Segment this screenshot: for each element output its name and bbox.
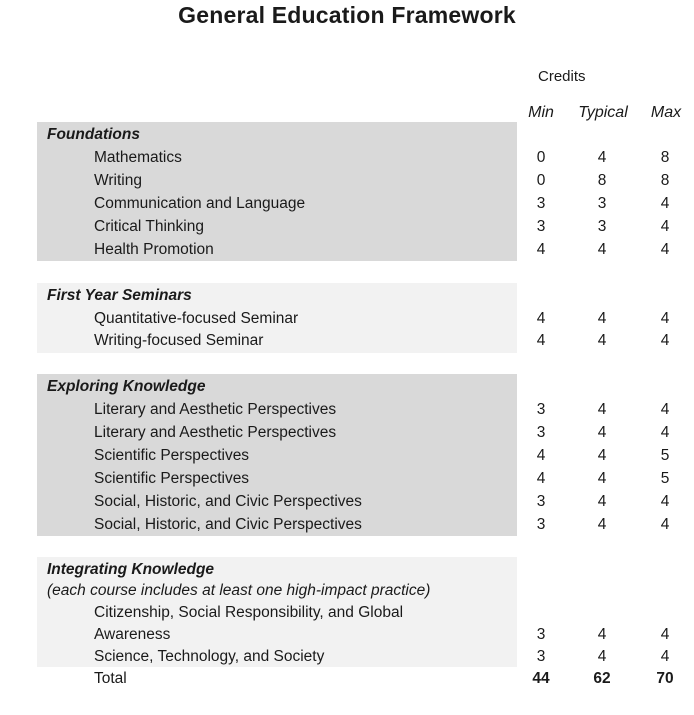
cell-min: 4 — [536, 332, 546, 349]
row-label: Social, Historic, and Civic Perspectives — [94, 493, 362, 510]
cell-min: 4 — [536, 447, 546, 464]
row-label: Critical Thinking — [94, 218, 204, 235]
row-label: Health Promotion — [94, 241, 214, 258]
total-max: 70 — [656, 670, 674, 687]
cell-min: 3 — [536, 218, 546, 235]
cell-min: 3 — [536, 401, 546, 418]
row-label: Literary and Aesthetic Perspectives — [94, 424, 337, 441]
cell-min: 4 — [536, 310, 546, 327]
cell-typical: 3 — [597, 218, 607, 235]
row-label: Scientific Perspectives — [94, 470, 250, 487]
total-min: 44 — [532, 670, 550, 687]
cell-typical: 4 — [597, 310, 607, 327]
row-label: Communication and Language — [94, 195, 306, 212]
row-label: Science, Technology, and Society — [94, 648, 325, 665]
cell-max: 4 — [660, 218, 670, 235]
cell-typical: 4 — [597, 626, 607, 643]
row-label: Quantitative-focused Seminar — [94, 310, 299, 327]
cell-typical: 3 — [597, 195, 607, 212]
cell-min: 3 — [536, 516, 546, 533]
cell-max: 4 — [660, 401, 670, 418]
cell-max: 8 — [660, 172, 670, 189]
cell-typical: 4 — [597, 516, 607, 533]
cell-max: 4 — [660, 493, 670, 510]
row-label: Scientific Perspectives — [94, 447, 250, 464]
cell-min: 3 — [536, 648, 546, 665]
cell-min: 4 — [536, 470, 546, 487]
cell-max: 4 — [660, 424, 670, 441]
section-note: (each course includes at least one high-impact practice) — [47, 582, 431, 599]
cell-max: 4 — [660, 310, 670, 327]
total-typical: 62 — [593, 670, 611, 687]
cell-max: 5 — [660, 470, 670, 487]
page-title: General Education Framework — [178, 2, 516, 28]
cell-min: 3 — [536, 195, 546, 212]
cell-max: 4 — [660, 648, 670, 665]
row-label-line1: Citizenship, Social Responsibility, and Global — [94, 604, 404, 621]
section-heading: First Year Seminars — [47, 287, 192, 304]
total-label: Total — [94, 670, 127, 687]
row-label: Social, Historic, and Civic Perspectives — [94, 516, 362, 533]
cell-min: 0 — [536, 172, 546, 189]
cell-max: 4 — [660, 332, 670, 349]
section-heading: Foundations — [47, 126, 140, 143]
cell-min: 3 — [536, 424, 546, 441]
row-label: Writing-focused Seminar — [94, 332, 264, 349]
cell-min: 0 — [536, 149, 546, 166]
section-heading: Integrating Knowledge — [47, 561, 215, 578]
row-label: Writing — [94, 172, 142, 189]
cell-min: 4 — [536, 241, 546, 258]
col-max-header: Max — [650, 104, 682, 121]
cell-typical: 4 — [597, 424, 607, 441]
cell-min: 3 — [536, 626, 546, 643]
cell-typical: 4 — [597, 470, 607, 487]
cell-max: 4 — [660, 195, 670, 212]
cell-typical: 4 — [597, 447, 607, 464]
cell-typical: 4 — [597, 401, 607, 418]
credits-header: Credits — [538, 68, 586, 85]
cell-max: 5 — [660, 447, 670, 464]
cell-typical: 8 — [597, 172, 607, 189]
row-label: Literary and Aesthetic Perspectives — [94, 401, 337, 418]
cell-min: 3 — [536, 493, 546, 510]
col-typical-header: Typical — [578, 104, 628, 121]
row-label-line2: Awareness — [94, 626, 171, 643]
cell-typical: 4 — [597, 648, 607, 665]
cell-max: 4 — [660, 241, 670, 258]
cell-max: 4 — [660, 626, 670, 643]
cell-typical: 4 — [597, 493, 607, 510]
cell-max: 8 — [660, 149, 670, 166]
cell-max: 4 — [660, 516, 670, 533]
cell-typical: 4 — [597, 149, 607, 166]
cell-typical: 4 — [597, 332, 607, 349]
row-label: Mathematics — [94, 149, 182, 166]
section-heading: Exploring Knowledge — [47, 378, 206, 395]
cell-typical: 4 — [597, 241, 607, 258]
col-min-header: Min — [528, 104, 554, 121]
